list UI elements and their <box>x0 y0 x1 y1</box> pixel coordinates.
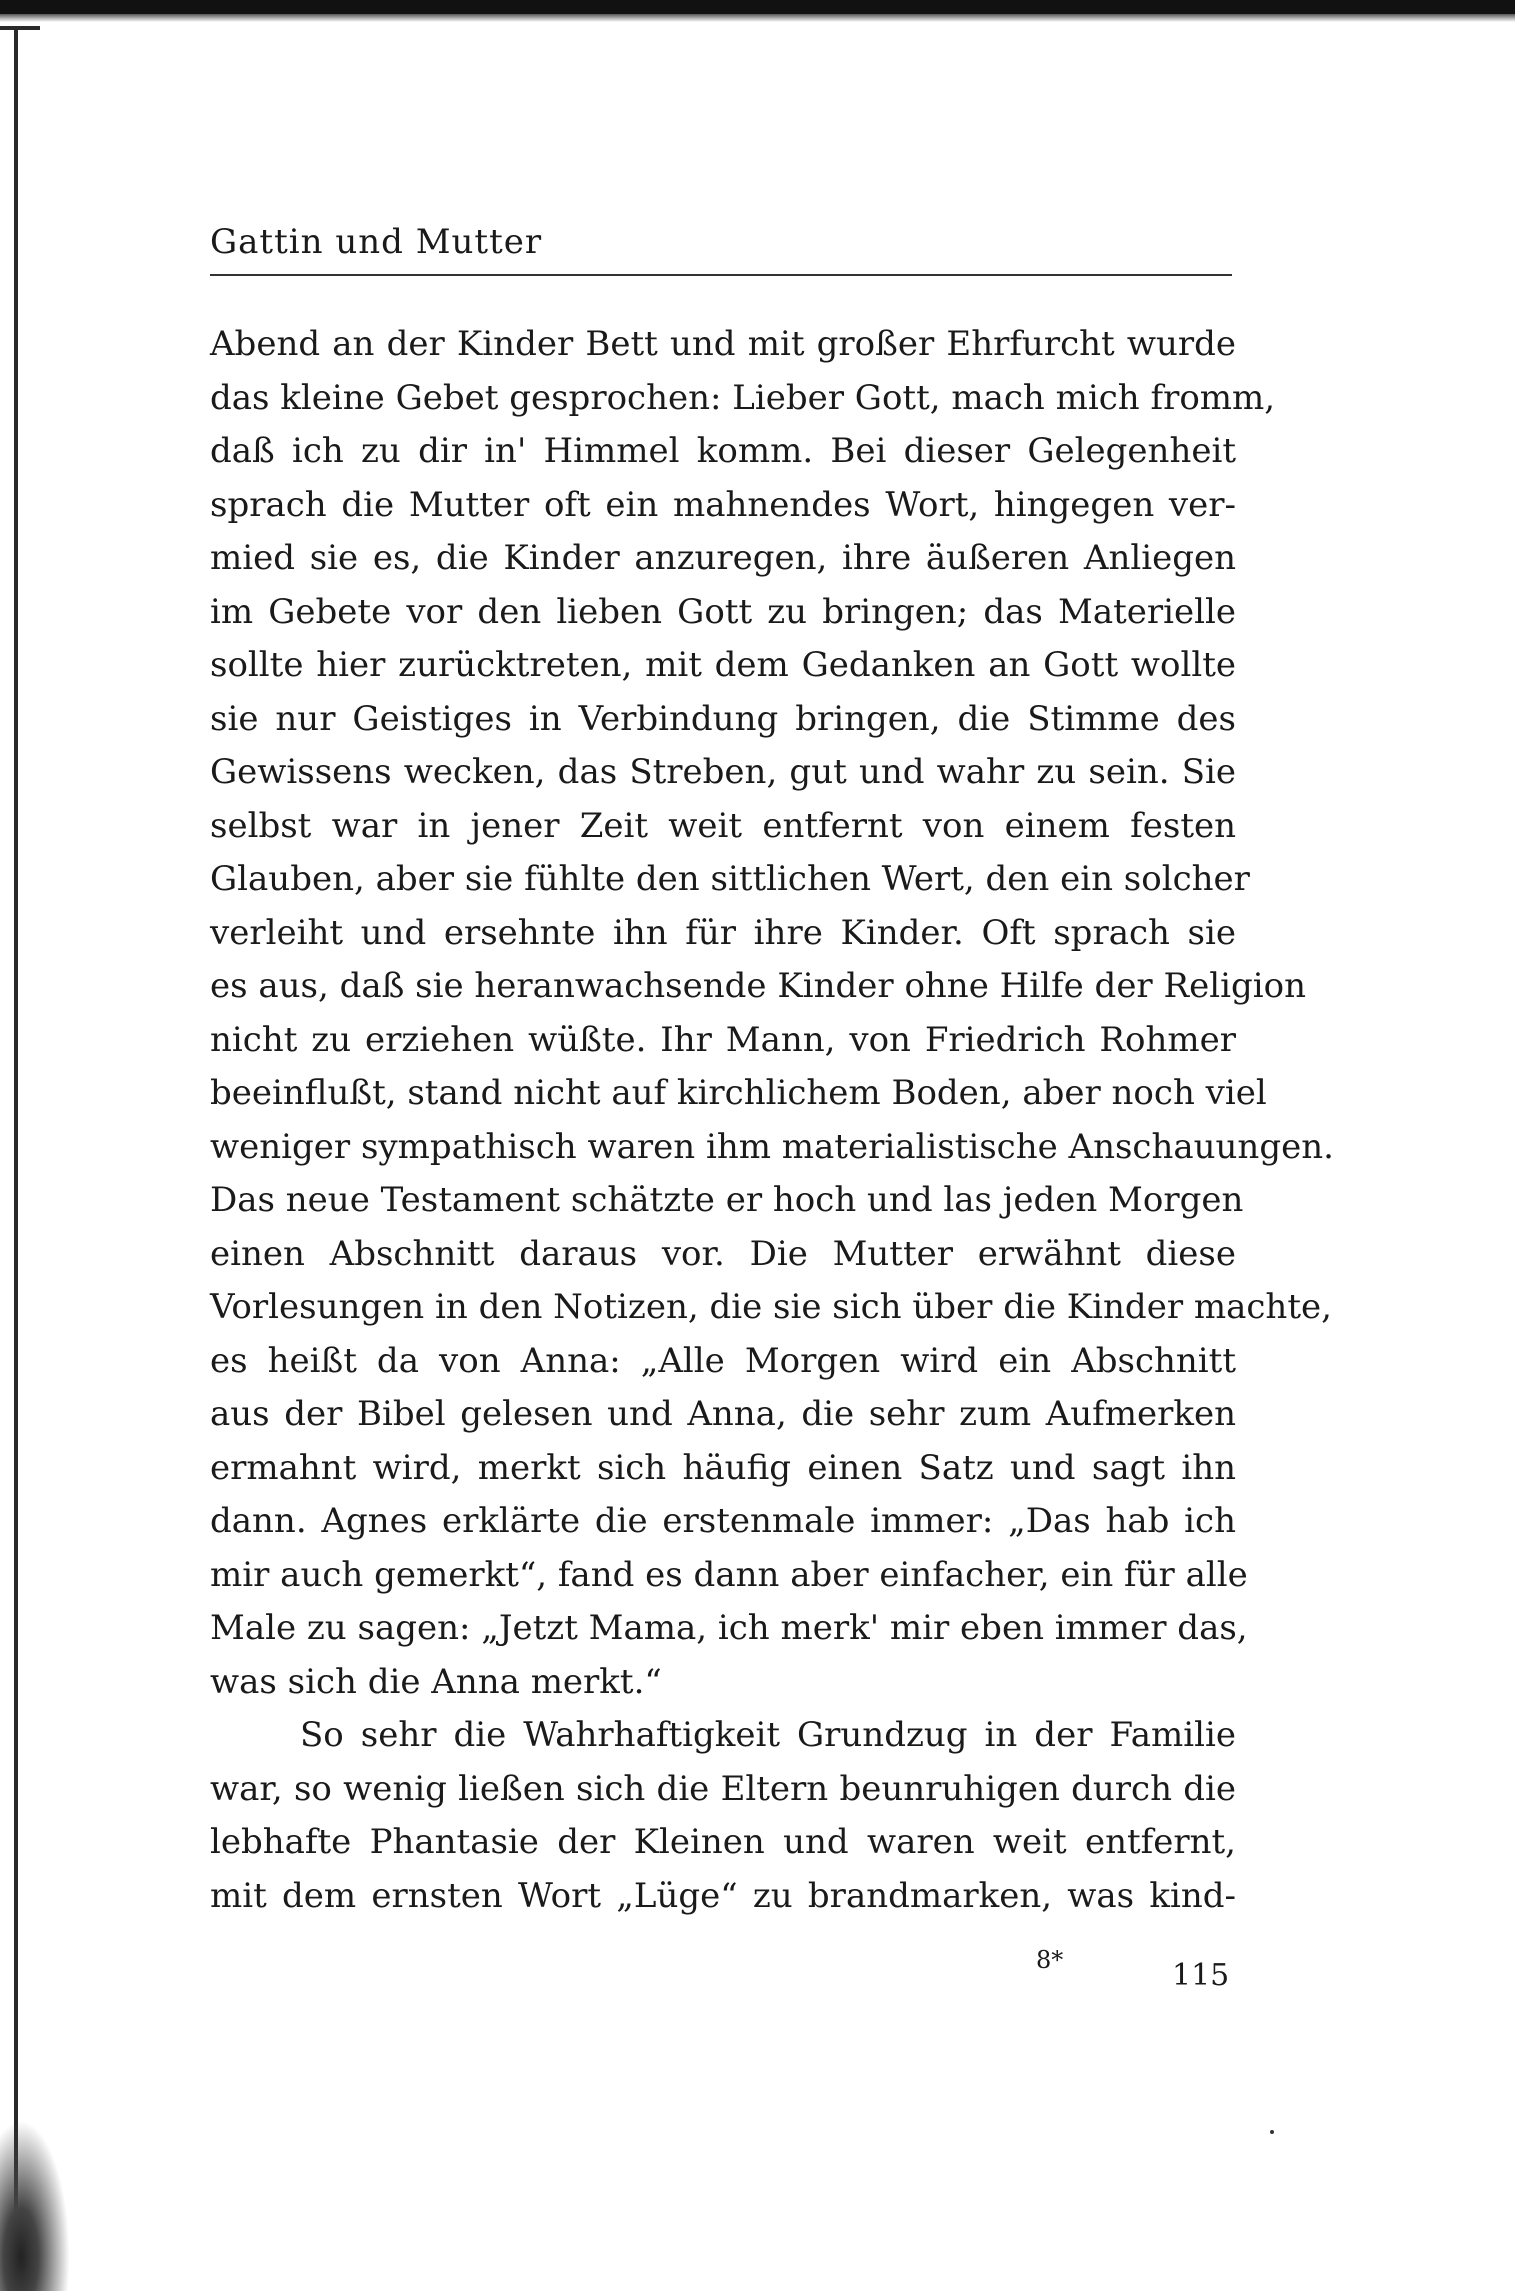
text-line: selbst war in jener Zeit weit entfernt von einem festen <box>210 805 1236 846</box>
text-line: Glauben, aber sie fühlte den sittlichen Wert, den ein solcher <box>210 859 1250 899</box>
text-line: mit dem ernsten Wort „Lüge“ zu brandmarken, was kind- <box>210 1875 1236 1916</box>
running-head: Gattin und Mutter <box>210 222 543 262</box>
text-line: Vorlesungen in den Notizen, die sie sich über die Kinder machte, <box>210 1287 1332 1327</box>
text-line: sollte hier zurücktreten, mit dem Gedanken an Gott wollte <box>210 645 1236 685</box>
text-line: war, so wenig ließen sich die Eltern beunruhigen durch die <box>210 1768 1236 1809</box>
page-number: 115 <box>1172 1958 1230 1993</box>
text-line: Male zu sagen: „Jetzt Mama, ich merk' mir eben immer das, <box>210 1608 1248 1648</box>
scan-left-notch <box>0 26 40 30</box>
text-line: weniger sympathisch waren ihm materialistische Anschauungen. <box>210 1126 1334 1167</box>
text-line: mir auch gemerkt“, fand es dann aber einfacher, ein für alle <box>210 1554 1248 1595</box>
text-line: daß ich zu dir in' Himmel komm. Bei dieser Gelegenheit <box>210 431 1236 471</box>
text-line: sie nur Geistiges in Verbindung bringen, die Stimme des <box>210 698 1236 739</box>
body-text <box>210 318 1334 1923</box>
text-line: beeinflußt, stand nicht auf kirchlichem Boden, aber noch viel <box>210 1073 1267 1113</box>
text-line: Gewissens wecken, das Streben, gut und wahr zu sein. Sie <box>210 752 1236 792</box>
text-line: mied sie es, die Kinder anzuregen, ihre äußeren Anliegen <box>210 538 1236 578</box>
signature-mark: 8* <box>1036 1946 1064 1974</box>
header-rule <box>210 274 1232 276</box>
text-line: einen Abschnitt daraus vor. Die Mutter erwähnt diese <box>210 1233 1236 1274</box>
text-line: es heißt da von Anna: „Alle Morgen wird ein Abschnitt <box>210 1340 1236 1381</box>
text-line: So sehr die Wahrhaftigkeit Grundzug in der Familie <box>300 1715 1236 1755</box>
text-line: es aus, daß sie heranwachsende Kinder ohne Hilfe der Religion <box>210 966 1306 1006</box>
text-line: im Gebete vor den lieben Gott zu bringen; das Materielle <box>210 591 1236 632</box>
scan-corner-smudge <box>0 2120 70 2291</box>
scan-top-shadow <box>0 14 1515 22</box>
scan-speck <box>1270 2130 1274 2134</box>
text-line: was sich die Anna merkt.“ <box>210 1661 662 1702</box>
text-line: ermahnt wird, merkt sich häufig einen Satz und sagt ihn <box>210 1447 1236 1488</box>
text-line: Abend an der Kinder Bett und mit großer Ehrfurcht wurde <box>210 324 1236 364</box>
scan-top-border <box>0 0 1515 14</box>
text-line: sprach die Mutter oft ein mahnendes Wort, hingegen ver- <box>210 484 1236 525</box>
text-line: Das neue Testament schätzte er hoch und las jeden Morgen <box>210 1180 1244 1220</box>
text-line: aus der Bibel gelesen und Anna, die sehr zum Aufmerken <box>210 1394 1236 1434</box>
text-line: nicht zu erziehen wüßte. Ihr Mann, von Friedrich Rohmer <box>210 1019 1236 1060</box>
text-line: das kleine Gebet gesprochen: Lieber Gott, mach mich fromm, <box>210 377 1276 418</box>
paragraph-1 <box>210 318 1334 1709</box>
text-line: lebhafte Phantasie der Kleinen und waren weit entfernt, <box>210 1822 1236 1862</box>
paragraph-2 <box>210 1709 1236 1923</box>
scan-left-border <box>14 30 18 2291</box>
text-line: verleiht und ersehnte ihn für ihre Kinder. Oft sprach sie <box>210 912 1236 953</box>
text-line: dann. Agnes erklärte die erstenmale immer: „Das hab ich <box>210 1501 1236 1541</box>
